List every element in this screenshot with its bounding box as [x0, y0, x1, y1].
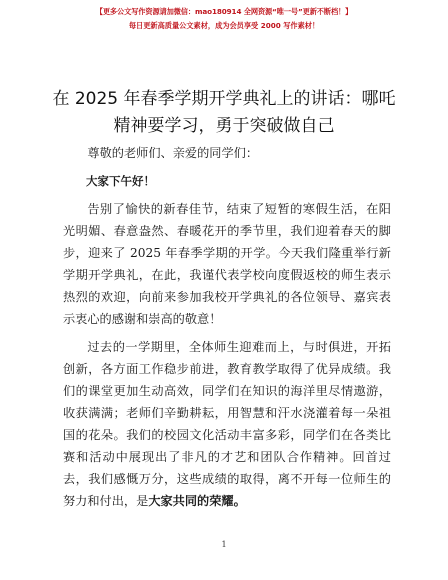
promo-banner-line-1: 【更多公文写作资源请加微信：mao180914 全网资源“唯一号”更新不断档！】 — [95, 7, 353, 16]
greeting: 大家下午好！ — [86, 174, 155, 188]
paragraph-2-text: 过去的一学期里，全体师生迎难而上，与时俱进，开拓创新，各方面工作稳步前进，教育教学取得了优异成绩。我们的课堂更加生动高效，同学们在知识的海洋里尽情遨游，收获满满；老师们辛勤耕耘，用智慧和汗水浇灌着每一朵祖国的花朵。我们的校园文化活动丰富多彩，同学们在各类比赛和活动中展现出了非凡的才艺和团队合作精神。回首过去，我们感慨万分，这些成绩的取得，离不开每一位师生的努力和付出，是 — [63, 340, 391, 508]
document-body — [63, 142, 391, 518]
page-number: 1 — [221, 540, 227, 549]
salutation: 尊敬的老师们、亲爱的同学们： — [87, 146, 259, 160]
promo-banner-line-2: 每日更新高质量公文素材，成为会员享受 2000 写作素材！ — [128, 21, 320, 30]
promo-banner — [0, 5, 448, 33]
paragraph-1: 告别了愉快的新春佳节，结束了短暂的寒假生活，在阳光明媚、春意盎然、春暖花开的季节里，我们迎着春天的脚步，迎来了 2025 年春季学期的开学。今天我们隆重举行新学期开学典礼，在此，我谨代表学校向度假返校的师生表示热烈的欢迎，向前来参加我校开学典礼的各位领导、嘉宾表示衷心的感谢和崇高的敬意！ — [63, 202, 391, 326]
paragraph-2-bold-ending: 大家共同的荣耀。 — [148, 494, 246, 508]
paragraph-2 — [63, 336, 391, 512]
document-title: 在 2025 年春季学期开学典礼上的讲话：哪吒精神要学习，勇于突破做自己 — [52, 89, 396, 136]
